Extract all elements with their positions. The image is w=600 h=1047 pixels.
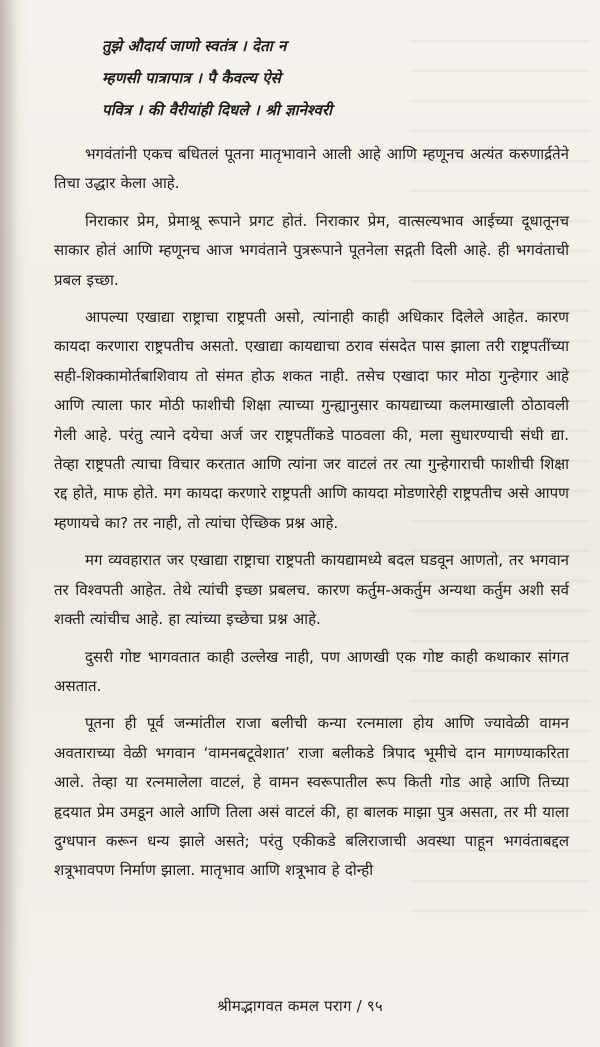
paragraph-6: पूतना ही पूर्व जन्मांतील राजा बलीची कन्या रत्नमाला होय आणि ज्यावेळी वामन अवताराच्या वेळी भगवान ‘वामनबटूवेशात’ राजा बलीकडे त्रिपाद भूमीचे दान मागण्याकरिता आले. तेव्हा या रत्नमालेला वाटलं, हे वामन स्वरूपातील रूप किती गोड आहे आणि तिच्या हृदयात प्रेम उमडून आले आणि तिला असं वाटलं की, हा बालक माझा पुत्र असता, तर मी याला दुग्धपान करून धन्य झाले असते; परंतु एकीकडे बलिराजाची अवस्था पाहून भगवंताबद्दल शत्रूभावपण निर्माण झाला. मातृभाव आणि शत्रूभाव हे दोन्ही [54,714,569,880]
paragraph-4: मग व्यवहारात जर एखाद्या राष्ट्राचा राष्ट्रपती कायद्यामध्ये बदल घडवून आणतो, तर भगवान तर विश्वपती आहेत. तेथे त्यांची इच्छा प्रबलच. कारण कर्तुम-अकर्तुम अन्यथा कर्तुम अशी सर्व शक्ती त्यांचीच आहे. हा त्यांच्या इच्छेचा प्रश्न आहे. [54,551,569,629]
quote-line-2: म्हणसी पात्रापात्र । पै कैवल्य ऐसे [102,69,281,87]
paragraph-5: दुसरी गोष्ट भागवतात काही उल्लेख नाही, पण आणखी एक गोष्ट काही कथाकार सांगत असतात. [54,647,569,695]
page-edge-shadow [0,0,18,1047]
page-content [54,30,569,886]
page-footer: श्रीमद्भागवत कमल पराग / ९५ [217,997,383,1015]
paragraph-2: निराकार प्रेम, प्रेमाश्रू रूपाने प्रगट होतं. निराकार प्रेम, वात्सल्यभाव आईच्या दूधातूनच साकार होतं आणि म्हणूनच आज भगवंताने पुत्ररूपाने पूतनेला सद्गती दिली आहे. ही भगवंताची प्रबल इच्छा. [54,211,569,289]
paragraph-3: आपल्या एखाद्या राष्ट्राचा राष्ट्रपती असो, त्यांनाही काही अधिकार दिलेले आहेत. कारण कायदा करणारा राष्ट्रपतीच असतो. एखाद्या कायद्याचा ठराव संसदेत पास झाला तरी राष्ट्रपतींच्या सही-शिक्कामोर्तबाशिवाय तो संमत होऊ शकत नाही. तसेच एखादा फार मोठा गुन्हेगार आहे आणि त्याला फार मोठी फाशीची शिक्षा त्याच्या गुन्ह्यानुसार कायद्याच्या कलमाखाली ठोठावली गेली आहे. परंतु त्याने दयेचा अर्ज जर राष्ट्रपतींकडे पाठवला की, मला सुधारण्याची संधी द्या. तेव्हा राष्ट्रपती त्याचा विचार करतात आणि त्यांना जर वाटलं तर त्या गुन्हेगाराची फाशीची शिक्षा रद्द होते, माफ होते. मग कायदा करणारे राष्ट्रपती आणि कायदा मोडणारेही राष्ट्रपतीच असे आपण म्हणायचे का? तर नाही, तो त्यांचा ऐच्छिक प्रश्न आहे. [54,308,569,532]
quote-line-1: तुझे औदार्य जाणो स्वतंत्र । देता न [102,37,287,55]
quote-line-3: पवित्र । की वैरीयांही दिधले । श्री ज्ञानेश्वरी [102,101,333,119]
paragraph-1: भगवंतांनी एकच बधितलं पूतना मातृभावाने आली आहे आणि म्हणूनच अत्यंत करुणार्द्रतेने तिचा उद्धार केला आहे. [54,145,569,193]
opening-quote [102,30,569,126]
